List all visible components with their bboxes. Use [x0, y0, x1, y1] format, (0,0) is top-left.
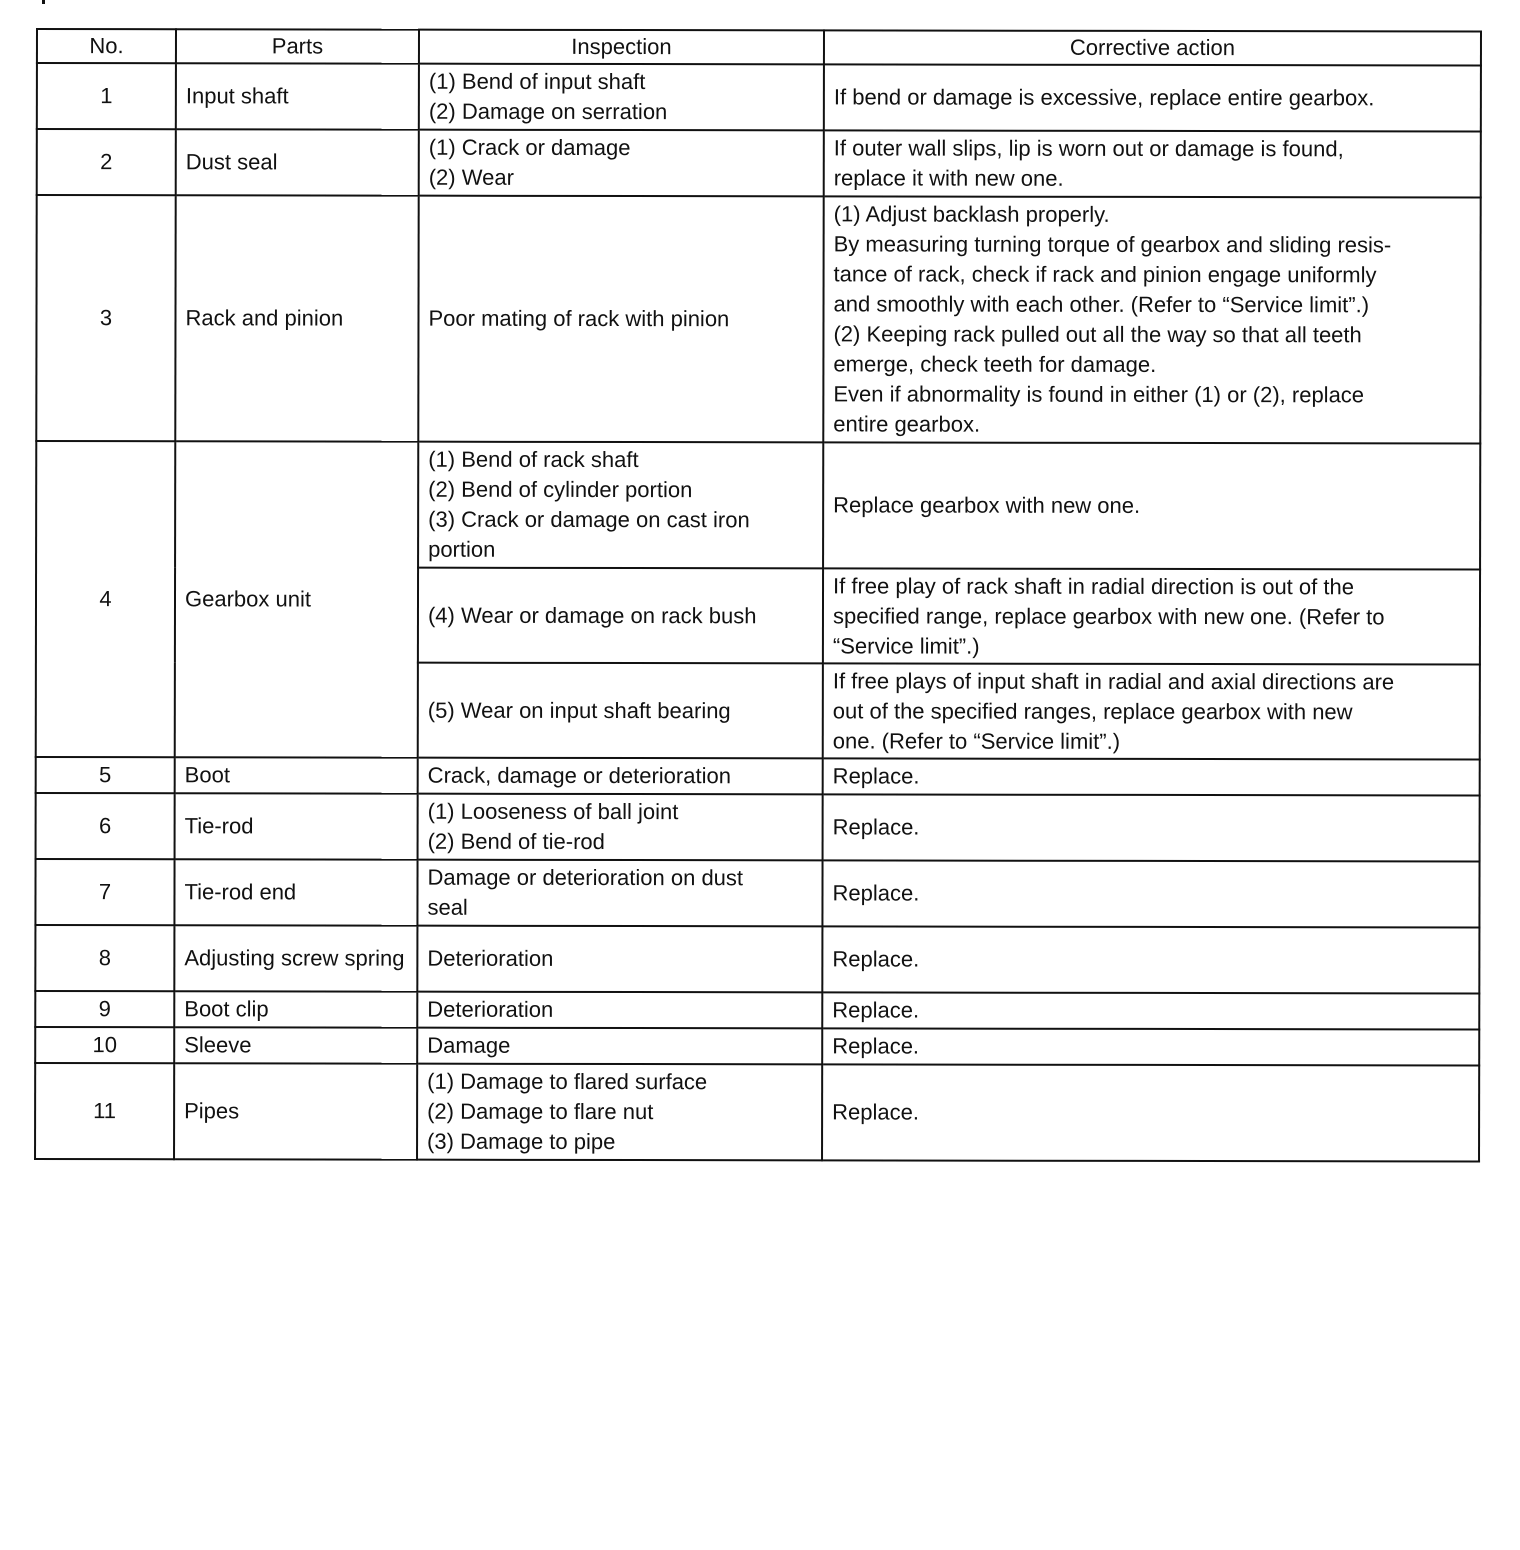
header-corrective-action: Corrective action	[824, 30, 1481, 65]
action-cell	[822, 1064, 1479, 1161]
table-row	[36, 793, 1480, 862]
action-line: Replace gearbox with new one.	[833, 492, 1141, 518]
row-number: 8	[35, 925, 174, 991]
part-name: Input shaft	[176, 63, 419, 129]
row-number: 10	[35, 1027, 174, 1063]
inspection-line: (1) Damage to flared surface	[427, 1068, 708, 1095]
inspection-cell	[417, 1064, 822, 1161]
row-number: 2	[37, 129, 176, 195]
inspection-line: (1) Crack or damage	[428, 134, 631, 161]
inspection-cell	[418, 758, 823, 795]
action-line: one. (Refer to “Service limit”.)	[832, 727, 1121, 754]
part-name: Boot	[175, 757, 418, 793]
inspection-cell	[418, 196, 823, 443]
table-row	[36, 757, 1480, 796]
part-name: Sleeve	[174, 1027, 417, 1063]
inspection-line: (3) Crack or damage on cast iron	[428, 506, 750, 533]
table-row	[35, 859, 1479, 928]
part-name: Dust seal	[176, 129, 419, 195]
action-cell	[824, 130, 1481, 197]
action-line: If free play of rack shaft in radial direction is out of the	[833, 572, 1354, 599]
action-line: specified range, replace gearbox with new one. (Refer to	[832, 602, 1385, 629]
action-line: If outer wall slips, lip is worn out or damage is found,	[833, 135, 1344, 162]
inspection-line: (1) Looseness of ball joint	[427, 798, 679, 825]
action-cell	[823, 568, 1480, 664]
inspection-cell	[418, 663, 823, 759]
row-number: 6	[36, 793, 175, 859]
action-line: entire gearbox.	[833, 411, 981, 437]
inspection-line: (1) Bend of rack shaft	[428, 446, 639, 473]
inspection-line: Crack, damage or deterioration	[427, 762, 731, 789]
inspection-line: seal	[427, 894, 468, 920]
table-row	[37, 63, 1481, 132]
inspection-cell	[417, 1028, 822, 1065]
inspection-line: Damage or deterioration on dust	[427, 864, 744, 891]
action-line: Replace.	[832, 997, 920, 1023]
header-inspection: Inspection	[419, 30, 824, 65]
action-line: and smoothly with each other. (Refer to “Service limit”.)	[833, 291, 1370, 318]
row-number: 1	[37, 63, 176, 129]
inspection-cell	[419, 130, 824, 197]
action-cell	[823, 196, 1480, 443]
inspection-cell	[418, 442, 823, 569]
action-line: Replace.	[832, 1099, 919, 1125]
inspection-line: (1) Bend of input shaft	[428, 68, 646, 95]
action-line: out of the specified ranges, replace gearbox with new	[832, 697, 1353, 724]
action-line: (2) Keeping rack pulled out all the way so that all teeth	[833, 321, 1362, 348]
inspection-line: (2) Bend of tie-rod	[427, 828, 605, 854]
part-name: Gearbox unit	[175, 441, 419, 757]
table-row	[36, 195, 1480, 444]
header-parts: Parts	[176, 29, 419, 63]
row-number: 3	[36, 195, 175, 441]
action-line: If bend or damage is excessive, replace entire gearbox.	[833, 84, 1375, 111]
inspection-line: Deterioration	[427, 945, 554, 971]
action-line: Replace.	[832, 763, 920, 789]
action-cell	[823, 794, 1480, 861]
action-line: Replace.	[832, 946, 920, 972]
part-name: Tie-rod end	[174, 859, 417, 925]
part-name: Rack and pinion	[175, 195, 418, 441]
row-number: 9	[35, 991, 174, 1027]
part-name: Adjusting screw spring	[174, 925, 417, 991]
inspection-line: (4) Wear or damage on rack bush	[427, 602, 757, 628]
part-name: Tie-rod	[175, 793, 418, 859]
action-line: If free plays of input shaft in radial and axial directions are	[832, 667, 1395, 694]
action-cell	[822, 1028, 1479, 1065]
action-cell	[823, 663, 1480, 759]
part-name: Pipes	[174, 1063, 417, 1159]
action-cell	[822, 860, 1479, 927]
inspection-line: Damage	[427, 1032, 511, 1058]
inspection-cell	[418, 568, 823, 664]
action-cell	[822, 926, 1479, 993]
action-line: tance of rack, check if rack and pinion engage uniformly	[833, 261, 1377, 288]
action-line: Replace.	[832, 880, 920, 906]
inspection-line: (5) Wear on input shaft bearing	[427, 697, 731, 723]
header-row	[37, 29, 1481, 66]
inspection-cell	[417, 860, 822, 927]
action-line: Replace.	[832, 1033, 920, 1059]
table-row	[37, 129, 1481, 198]
row-number: 4	[36, 441, 176, 757]
scan-mark	[42, 0, 45, 4]
table-row	[35, 1063, 1479, 1162]
inspection-line: Poor mating of rack with pinion	[428, 305, 730, 332]
action-line: replace it with new one.	[833, 165, 1064, 191]
row-number: 7	[35, 859, 174, 925]
action-cell	[824, 64, 1481, 131]
table-row	[36, 441, 1480, 570]
row-number: 11	[35, 1063, 174, 1159]
inspection-table	[34, 28, 1482, 1163]
inspection-line: portion	[428, 536, 496, 562]
inspection-cell	[417, 992, 822, 1029]
action-line: Replace.	[832, 814, 920, 840]
table-row	[35, 991, 1479, 1030]
table-row	[35, 1027, 1479, 1066]
part-name: Boot clip	[174, 991, 417, 1027]
action-cell	[822, 992, 1479, 1029]
inspection-line: (2) Wear	[428, 164, 514, 190]
action-line: By measuring turning torque of gearbox and sliding resis-	[833, 231, 1392, 258]
action-cell	[823, 442, 1480, 569]
inspection-cell	[419, 64, 824, 131]
action-line: “Service limit”.)	[832, 632, 980, 659]
action-line: emerge, check teeth for damage.	[833, 351, 1157, 377]
table-row	[35, 925, 1479, 994]
inspection-cell	[417, 926, 822, 993]
inspection-line: (2) Damage to flare nut	[427, 1098, 654, 1125]
inspection-line: (2) Bend of cylinder portion	[428, 476, 693, 503]
inspection-line: Deterioration	[427, 996, 554, 1022]
header-no: No.	[37, 29, 176, 63]
inspection-cell	[418, 794, 823, 861]
inspection-line: (2) Damage on serration	[428, 98, 668, 125]
action-cell	[823, 758, 1480, 795]
inspection-line: (3) Damage to pipe	[427, 1128, 616, 1155]
action-line: Even if abnormality is found in either (1) or (2), replace	[833, 381, 1365, 408]
row-number: 5	[36, 757, 175, 793]
action-line: (1) Adjust backlash properly.	[833, 201, 1110, 227]
